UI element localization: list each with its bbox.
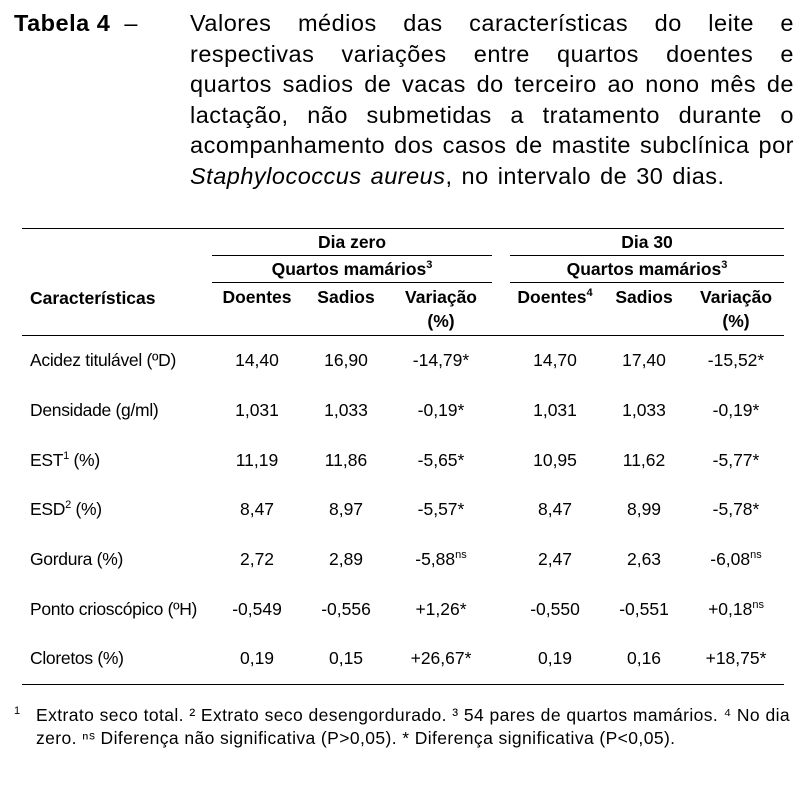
cell-d30-doentes: 10,95 [533, 449, 577, 470]
cell-d30-variacao: -0,19* [712, 400, 760, 421]
cell-d0-doentes: 14,40 [235, 350, 279, 371]
data-table-wrapper [22, 228, 784, 685]
cell-d0-sadios: 11,86 [324, 449, 368, 470]
cell-d0-variacao: -14,79* [412, 350, 470, 371]
cell-d0-doentes: 2,72 [239, 549, 275, 570]
cell-d0-doentes: 11,19 [235, 449, 279, 470]
footnote-mark: 1 [14, 705, 21, 717]
cell-d30-variacao: $+0,18^{ns}$ [708, 598, 764, 619]
col-header-d30-doentes: Doentes$^4$ [510, 283, 600, 336]
row-label: Gordura (%) [30, 549, 123, 570]
table-row [22, 485, 784, 535]
table-row [22, 435, 784, 485]
cell-d30-variacao: -5,77* [712, 449, 760, 470]
row-label: Cloretos (%) [22, 634, 212, 684]
caption-species: Staphylococcus aureus [190, 162, 446, 189]
group-title-dia-30: Dia 30 [510, 229, 784, 256]
table-row [22, 336, 784, 386]
subgroup-quartos-dia-30: Quartos mamários$^3$ [510, 256, 784, 283]
cell-d30-doentes: 0,19 [510, 634, 600, 684]
table-row [22, 535, 784, 585]
caption-label: Tabela 4 – [14, 10, 138, 36]
col-header-d30-sadios: Sadios [600, 283, 688, 336]
row-label: Ponto crioscópico (ºH) [30, 598, 198, 619]
row-label: Acidez titulável (ºD) [30, 350, 176, 371]
subgroup-quartos-dia-zero: Quartos mamários$^3$ [212, 256, 492, 283]
row-label: ESD$^2$ (%) [30, 499, 102, 520]
table-footnote [14, 704, 790, 750]
row-label: Densidade (g/ml) [30, 400, 159, 421]
cell-d30-variacao: -5,78* [712, 499, 760, 520]
cell-d0-doentes: 1,031 [235, 400, 279, 421]
row-label: EST$^1$ (%) [30, 449, 100, 470]
cell-d30-sadios: 11,62 [622, 449, 666, 470]
cell-d0-sadios: 8,97 [328, 499, 364, 520]
col-header-d30-variacao: Variação (%) [688, 283, 784, 336]
cell-d30-sadios: 17,40 [622, 350, 666, 371]
cell-d0-sadios: 16,90 [324, 350, 368, 371]
cell-d30-sadios: -0,551 [619, 598, 669, 619]
cell-d0-variacao: +1,26* [415, 598, 467, 619]
col-header-d0-sadios: Sadios [302, 283, 390, 336]
cell-d30-doentes: 14,70 [533, 350, 577, 371]
table-row [22, 584, 784, 634]
cell-d0-sadios: 2,89 [328, 549, 364, 570]
cell-d30-doentes: 1,031 [533, 400, 577, 421]
table-caption [14, 8, 794, 191]
cell-d30-sadios: 1,033 [622, 400, 666, 421]
cell-d0-doentes: 8,47 [239, 499, 275, 520]
cell-d30-doentes: 8,47 [537, 499, 573, 520]
cell-d30-variacao: +18,75* [688, 634, 784, 684]
table-row [22, 386, 784, 436]
footnote-text: Extrato seco total. ² Extrato seco desengordurado. ³ 54 pares de quartos mamários. ⁴ No dia zero. ⁿˢ Diferença não significativa (P>0,05). * Diferença significativa (P<0,05). [36, 705, 790, 748]
group-title-dia-zero: Dia zero [212, 229, 492, 256]
cell-d30-sadios: 2,63 [626, 549, 662, 570]
cell-d0-variacao: -5,57* [417, 499, 465, 520]
cell-d0-doentes: 0,19 [212, 634, 302, 684]
cell-d0-sadios: 1,033 [324, 400, 368, 421]
cell-d0-variacao: -0,19* [417, 400, 465, 421]
cell-d30-variacao: -15,52* [707, 350, 765, 371]
cell-d0-variacao: +26,67* [390, 634, 492, 684]
cell-d30-sadios: 8,99 [626, 499, 662, 520]
cell-d0-sadios: 0,15 [302, 634, 390, 684]
cell-d0-variacao: $-5,88^{ns}$ [415, 549, 467, 570]
cell-d30-variacao: $-6,08^{ns}$ [710, 549, 762, 570]
col-header-d0-variacao: Variação (%) [390, 283, 492, 336]
data-table [22, 228, 784, 685]
cell-d0-variacao: -5,65* [417, 449, 465, 470]
cell-d30-doentes: -0,550 [530, 598, 580, 619]
col-header-d0-doentes: Doentes [212, 283, 302, 336]
cell-d30-doentes: 2,47 [537, 549, 573, 570]
cell-d30-sadios: 0,16 [600, 634, 688, 684]
caption-text: Valores médios das características do leite e respectivas variações entre quartos doentes e quartos sadios de vacas do terceiro ao nono mês de lactação, não submetidas a tratamento durante o acompanhamento dos casos de mastite subclínica por Staphylococcus aureus, no intervalo de 30 dias. [190, 10, 794, 189]
table-row [22, 634, 784, 684]
row-header-caracteristicas: Características [22, 229, 212, 336]
cell-d0-sadios: -0,556 [321, 598, 371, 619]
cell-d0-doentes: -0,549 [232, 598, 282, 619]
